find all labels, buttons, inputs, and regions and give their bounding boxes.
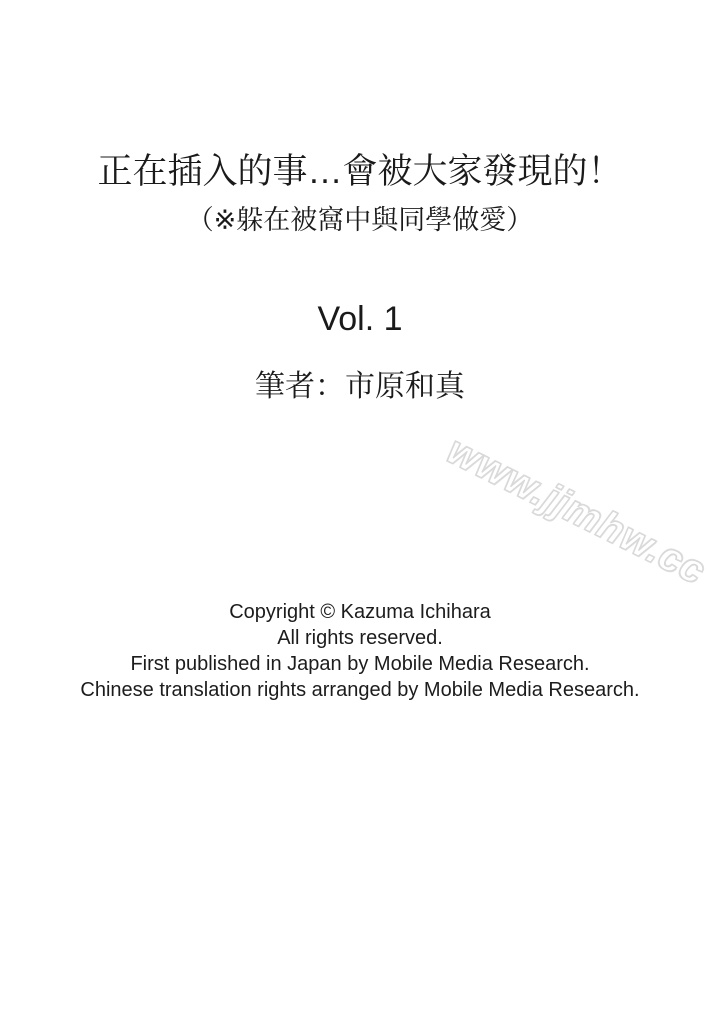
copyright-line: All rights reserved.	[277, 627, 443, 649]
site-watermark: www.jjmhw.cc	[440, 428, 713, 594]
page-title: 正在插入的事…會被大家發現的！	[97, 152, 623, 191]
copyright-line: First published in Japan by Mobile Media Research.	[130, 653, 590, 675]
volume-label: Vol. 1	[317, 300, 403, 338]
page-subtitle: （※躲在被窩中與同學做愛）	[186, 205, 534, 235]
author-line: 筆者：市原和真	[255, 370, 465, 403]
copyright-line: Chinese translation rights arranged by Mobile Media Research.	[80, 679, 640, 701]
copyright-block	[0, 599, 720, 703]
copyright-line: Copyright © Kazuma Ichihara	[229, 601, 491, 623]
